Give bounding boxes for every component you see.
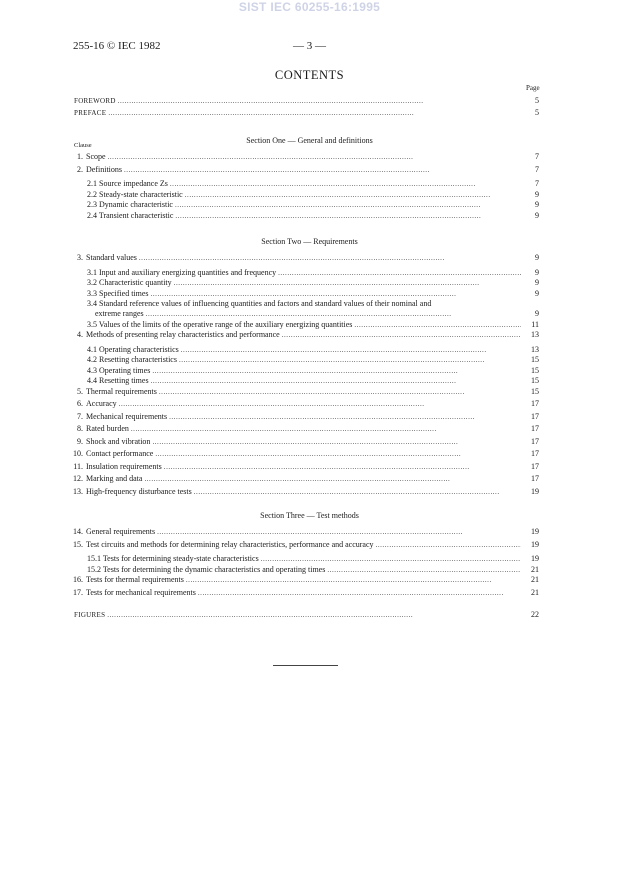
toc-entry-page: 7 <box>535 164 539 174</box>
toc-entry <box>87 320 539 330</box>
toc-entry-label: FOREWORD <box>74 97 116 105</box>
leader-dots <box>354 320 521 330</box>
clause-number: 13. <box>73 486 83 496</box>
toc-entry-page: 9 <box>535 309 539 318</box>
watermark: SIST IEC 60255-16:1995 <box>238 0 381 14</box>
toc-entry-label <box>69 330 280 340</box>
clause-title: High-frequency disturbance tests <box>86 486 192 496</box>
clause-title: 4.2 Resetting characteristics <box>87 355 177 364</box>
leader-dots <box>108 152 521 162</box>
toc-entry-label <box>87 278 172 288</box>
toc-entry <box>87 355 539 365</box>
toc-entry-page: 9 <box>535 189 539 199</box>
leader-dots <box>152 366 521 376</box>
toc-entry-page: 19 <box>531 539 539 549</box>
toc-entry-page: 9 <box>535 288 539 298</box>
toc-entry-page: 15 <box>531 355 539 364</box>
leader-dots <box>186 575 521 585</box>
clause-title: Standard values <box>86 253 137 262</box>
toc-entry <box>69 575 539 585</box>
toc-entry-page: 21 <box>531 587 539 597</box>
leader-dots <box>157 527 521 537</box>
section-three-heading: Section Three — Test methods <box>260 511 359 520</box>
toc-entry-page: 21 <box>531 564 539 574</box>
toc-entry-page: 17 <box>531 449 539 458</box>
toc-entry <box>87 179 539 189</box>
leader-dots <box>278 268 521 278</box>
toc-entry-page: 15 <box>531 376 539 385</box>
leader-dots <box>152 437 521 447</box>
leader-dots <box>139 253 521 263</box>
leader-dots <box>169 412 521 422</box>
toc-entry-page: 7 <box>535 179 539 188</box>
clause-title: General requirements <box>86 527 156 536</box>
toc-entry-label <box>87 289 149 299</box>
toc-entry-label <box>87 320 352 330</box>
toc-entry-page: 13 <box>531 330 539 339</box>
clause-column-label: Clause <box>74 142 92 149</box>
toc-entry <box>69 540 539 550</box>
toc-entry-label <box>69 152 106 162</box>
clause-title: 15.1 Tests for determining steady-state characteristics <box>87 554 259 563</box>
clause-title: 2.4 Transient characteristic <box>87 210 174 220</box>
leader-dots <box>119 399 521 409</box>
toc-entry-page: 9 <box>535 278 539 287</box>
leader-dots <box>175 200 521 210</box>
toc-entry <box>87 345 539 355</box>
toc-entry-page: 13 <box>531 344 539 354</box>
clause-number: 5. <box>77 386 83 396</box>
toc-entry <box>69 387 539 397</box>
toc-entry <box>87 366 539 376</box>
leader-dots <box>155 449 521 459</box>
leader-dots <box>174 278 521 288</box>
toc-entry-label <box>87 565 325 575</box>
leader-dots <box>185 190 521 200</box>
toc-entry-label: PREFACE <box>74 109 107 117</box>
toc-entry-label <box>87 309 144 319</box>
toc-entry-label: FIGURES <box>74 611 106 619</box>
leader-dots <box>107 610 521 620</box>
toc-entry <box>87 200 539 210</box>
toc-entry <box>87 268 539 278</box>
leader-dots <box>170 179 521 189</box>
clause-title: Contact performance <box>86 449 154 458</box>
clause-title: Definitions <box>86 164 122 174</box>
leader-dots <box>181 345 521 355</box>
leader-dots <box>179 355 521 365</box>
clause-title: Tests for mechanical requirements <box>86 587 196 597</box>
leader-dots <box>376 540 521 550</box>
leader-dots <box>118 96 521 106</box>
clause-number: 7. <box>77 411 83 421</box>
toc-entry <box>87 211 539 221</box>
clause-title: 4.4 Resetting times <box>87 376 149 385</box>
toc-entry <box>69 152 539 162</box>
leader-dots <box>159 387 521 397</box>
toc-entry-label <box>87 345 179 355</box>
toc-entry-page: 9 <box>535 253 539 262</box>
toc-entry-label <box>87 268 276 278</box>
clause-title: 3.3 Specified times <box>87 288 149 298</box>
toc-entry-label <box>69 165 122 175</box>
toc-entry <box>69 487 539 497</box>
contents-title: CONTENTS <box>274 68 345 82</box>
clause-title: Test circuits and methods for determining relay characteristics, performance and accuracy <box>86 539 374 549</box>
toc-entry-page: 15 <box>531 365 539 375</box>
toc-entry <box>87 565 539 575</box>
clause-number: 17. <box>73 587 83 597</box>
toc-entry <box>69 399 539 409</box>
leader-dots <box>131 424 521 434</box>
clause-title: 2.1 Source impedance Zs <box>87 179 168 188</box>
toc-entry-page: 15 <box>531 386 539 396</box>
leader-dots <box>144 474 521 484</box>
toc-entry-page: 21 <box>531 575 539 584</box>
leader-dots <box>175 211 521 221</box>
toc-entry-page: 7 <box>535 152 539 161</box>
toc-entry <box>87 289 539 299</box>
toc-entry-label <box>69 424 129 434</box>
toc-entry-label <box>69 399 117 409</box>
clause-title: 3.1 Input and auxiliary energizing quantities and frequency <box>87 267 277 277</box>
toc-entry-label <box>69 253 137 263</box>
toc-entry-label <box>69 387 157 397</box>
toc-entry <box>87 309 539 319</box>
toc-entry-page: 9 <box>535 267 539 277</box>
clause-title: Accuracy <box>86 399 117 408</box>
clause-number: 10. <box>73 449 83 458</box>
leader-dots <box>327 565 521 575</box>
page-number: — 3 — <box>293 40 326 52</box>
leader-dots <box>164 462 521 472</box>
toc-entry <box>69 253 539 263</box>
toc-entry-label <box>69 487 192 497</box>
toc-entry <box>87 376 539 386</box>
toc-entry-label <box>87 190 183 200</box>
clause-title: Thermal requirements <box>86 386 157 396</box>
toc-entry <box>69 437 539 447</box>
toc-entry-page: 17 <box>531 461 539 471</box>
toc-entry <box>69 527 539 537</box>
clause-title: Rated burden <box>86 424 129 433</box>
toc-entry-page: 17 <box>531 474 539 483</box>
toc-entry <box>69 449 539 459</box>
clause-number: 2. <box>77 164 83 174</box>
toc-entry-label <box>69 527 155 537</box>
toc-entry-page: 19 <box>531 527 539 536</box>
toc-entry-label <box>69 540 374 550</box>
closing-rule <box>273 665 338 666</box>
toc-entry <box>69 412 539 422</box>
toc-entry-page: 11 <box>531 319 539 329</box>
toc-entry-label <box>87 179 168 189</box>
toc-entry-page: 17 <box>531 411 539 421</box>
toc-entry <box>87 554 539 564</box>
clause-number: 4. <box>77 330 83 339</box>
leader-dots <box>198 588 521 598</box>
toc-entry-page: 17 <box>531 424 539 433</box>
leader-dots <box>146 309 521 319</box>
toc-entry-page: 5 <box>535 96 539 105</box>
clause-title: Methods of presenting relay characteristics and performance <box>86 330 280 339</box>
toc-entry-label <box>87 355 177 365</box>
toc-entry-label <box>69 449 153 459</box>
toc-entry-preface <box>74 108 539 118</box>
toc-entry-page: 22 <box>531 610 539 619</box>
clause-title: Scope <box>86 152 106 161</box>
toc-entry <box>69 424 539 434</box>
document-reference: 255-16 © IEC 1982 <box>73 40 161 52</box>
toc-entry-page: 19 <box>531 554 539 563</box>
toc-entry-label <box>69 412 167 422</box>
toc-entry <box>69 474 539 484</box>
section-one-heading: Section One — General and definitions <box>246 136 373 145</box>
toc-entry-page: 5 <box>535 108 539 117</box>
page-column-label: Page <box>526 84 540 92</box>
clause-title: Shock and vibration <box>86 436 151 446</box>
clause-title: 4.3 Operating times <box>87 365 151 375</box>
toc-entry-label <box>69 575 184 585</box>
clause-title: Mechanical requirements <box>86 411 168 421</box>
toc-entry-label <box>87 211 173 221</box>
toc-entry-page: 17 <box>531 399 539 408</box>
toc-entry-page: 17 <box>531 436 539 446</box>
clause-number: 3. <box>77 253 83 262</box>
leader-dots <box>194 487 521 497</box>
clause-number: 6. <box>77 399 83 408</box>
clause-title: Marking and data <box>86 474 143 483</box>
toc-entry-label <box>69 588 196 598</box>
toc-entry-label <box>87 366 150 376</box>
toc-entry <box>87 190 539 200</box>
toc-entry-page: 9 <box>535 210 539 220</box>
leader-dots <box>282 330 521 340</box>
toc-entry <box>69 588 539 598</box>
section-two-heading: Section Two — Requirements <box>261 237 358 246</box>
clause-number: 11. <box>73 461 83 471</box>
clause-number: 14. <box>73 527 83 536</box>
leader-dots <box>151 289 521 299</box>
toc-entry-page: 19 <box>531 486 539 496</box>
clause-number: 16. <box>73 575 83 584</box>
clause-number: 12. <box>73 474 83 483</box>
clause-title: 3.5 Values of the limits of the operative range of the auxiliary energizing quantities <box>87 319 353 329</box>
toc-entry-page: 9 <box>535 200 539 209</box>
leader-dots <box>108 108 521 118</box>
clause-number: 1. <box>77 152 83 161</box>
toc-entry-label <box>87 554 259 564</box>
leader-dots <box>261 554 521 564</box>
toc-entry-foreword <box>74 96 539 106</box>
clause-number: 15. <box>73 539 83 549</box>
clause-title: Tests for thermal requirements <box>86 575 184 584</box>
leader-dots <box>124 165 521 175</box>
clause-title: 3.2 Characteristic quantity <box>87 278 172 287</box>
clause-number: 9. <box>77 436 83 446</box>
toc-entry-label <box>87 376 149 386</box>
clause-title: Insulation requirements <box>86 461 162 471</box>
toc-entry-label <box>87 200 173 210</box>
toc-entry <box>69 462 539 472</box>
clause-title: 2.3 Dynamic characteristic <box>87 200 173 209</box>
toc-entry-label: 3.4 Standard reference values of influencing quantities and factors and standard values of their nominal and <box>87 299 432 308</box>
toc-entry-figures <box>74 610 539 620</box>
toc-entry-label <box>69 462 162 472</box>
clause-title: extreme ranges <box>95 309 144 318</box>
toc-entry <box>87 278 539 288</box>
toc-entry-label <box>69 474 142 484</box>
toc-entry-label <box>69 437 150 447</box>
clause-title: 15.2 Tests for determining the dynamic characteristics and operating times <box>87 564 326 574</box>
clause-title: 2.2 Steady-state characteristic <box>87 189 183 199</box>
leader-dots <box>151 376 521 386</box>
clause-title: 4.1 Operating characteristics <box>87 344 179 354</box>
toc-entry <box>69 165 539 175</box>
toc-entry <box>69 330 539 340</box>
clause-number: 8. <box>77 424 83 433</box>
